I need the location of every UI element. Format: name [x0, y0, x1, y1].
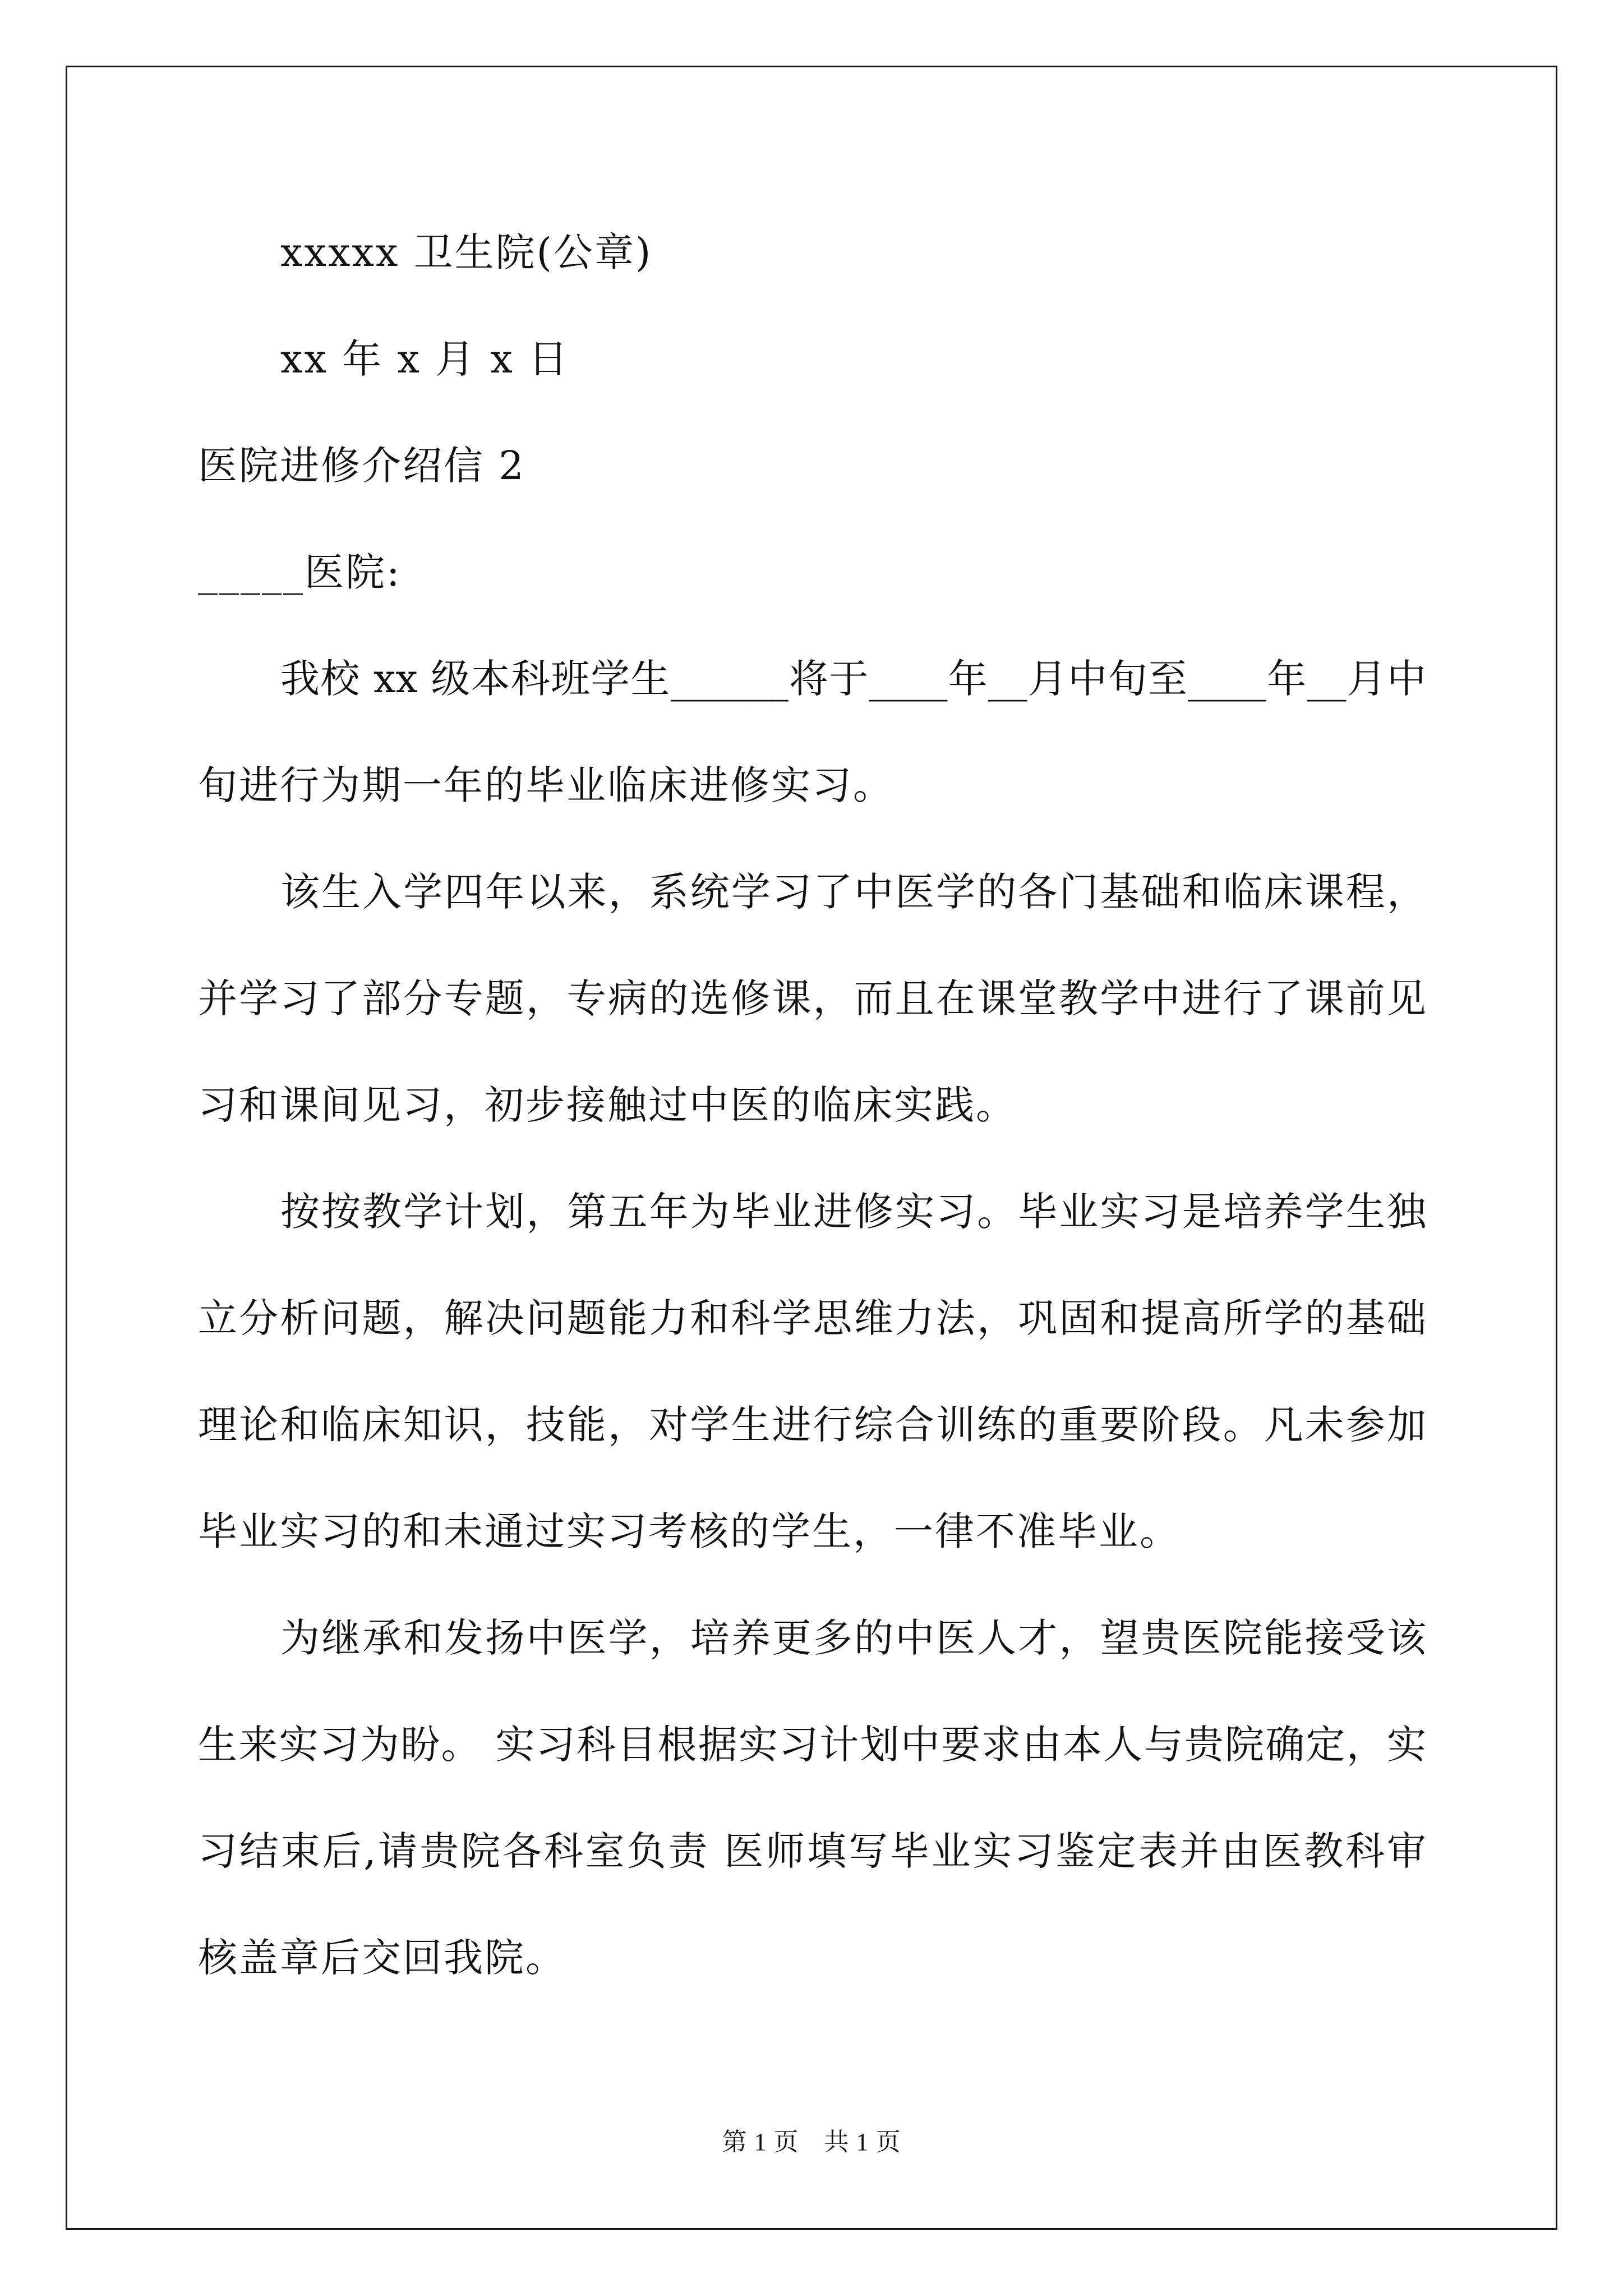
paragraph-3-line-4: 毕业实习的和未通过实习考核的学生，一律不准毕业。: [198, 1508, 1181, 1554]
paragraph-3-line-1: 按按教学计划，第五年为毕业进修实习。毕业实习是培养学生独: [280, 1189, 1426, 1235]
paragraph-2-line-1: 该生入学四年以来，系统学习了中医学的各门基础和临床课程，: [280, 869, 1426, 915]
paragraph-2-line-2: 并学习了部分专题，专病的选修课，而且在课堂教学中进行了课前见: [198, 976, 1426, 1022]
paragraph-3-line-2: 立分析问题，解决问题能力和科学思维力法，巩固和提高所学的基础: [198, 1295, 1426, 1341]
paragraph-3-line-3: 理论和临床知识，技能，对学生进行综合训练的重要阶段。凡未参加: [198, 1402, 1426, 1448]
letter-salutation: _____医院:: [198, 549, 402, 595]
paragraph-4-line-3: 习结束后,请贵院各科室负责 医师填写毕业实习鉴定表并由医教科审: [198, 1828, 1426, 1874]
paragraph-1-line-2: 旬进行为期一年的毕业临床进修实习。: [198, 762, 894, 808]
paragraph-4-line-2: 生来实习为盼。 实习科目根据实习计划中要求由本人与贵院确定，实: [198, 1722, 1426, 1768]
paragraph-2-line-3: 习和课间见习，初步接触过中医的临床实践。: [198, 1082, 1017, 1128]
page-border: [66, 66, 1557, 2230]
signature-date: xx 年 x 月 x 日: [280, 336, 570, 382]
paragraph-4-line-4: 核盖章后交回我院。: [198, 1935, 566, 1981]
signature-org: xxxxx 卫生院(公章): [280, 229, 653, 275]
page-number-footer: 第 1 页 共 1 页: [722, 2128, 901, 2156]
letter-title: 医院进修介绍信 2: [198, 443, 525, 489]
paragraph-1-line-1: 我校 xx 级本科班学生______将于____年__月中旬至____年__月中: [280, 656, 1426, 702]
paragraph-4-line-1: 为继承和发扬中医学，培养更多的中医人才，望贵医院能接受该: [280, 1615, 1426, 1661]
